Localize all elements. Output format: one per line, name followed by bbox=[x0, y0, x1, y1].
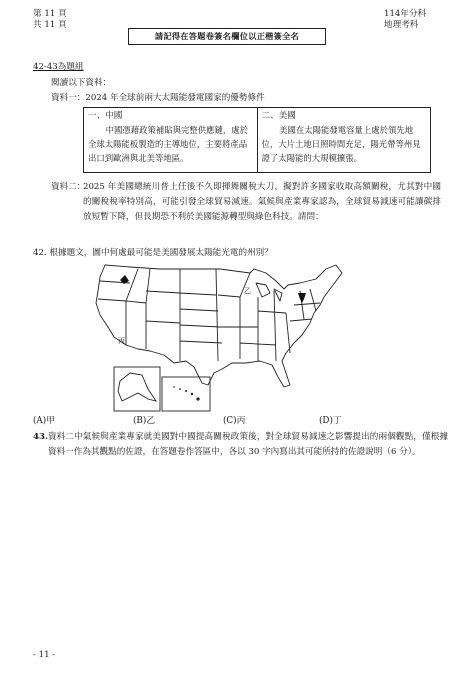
page-indicator: 第 11 頁 bbox=[33, 9, 67, 19]
china-title: 一、中國 bbox=[88, 111, 123, 121]
china-column bbox=[84, 108, 257, 172]
choice-d[interactable]: (D)丁 bbox=[319, 416, 342, 426]
alaska-inset bbox=[114, 367, 160, 411]
marker-yi: 乙 bbox=[244, 287, 251, 295]
material-2-label: 資料二： bbox=[51, 182, 86, 192]
question-42-stem: 42. 根據題文，圖中何處最可能是美國發展太陽能光電的州別？ bbox=[33, 248, 273, 258]
question-43-number: 43. bbox=[33, 432, 48, 442]
china-text: 中國憑藉政策補貼與完整供應鏈，處於全球太陽能板製造的主導地位，主要將產品出口到歐洲與北美等地區。 bbox=[88, 125, 248, 163]
marker-ding bbox=[298, 293, 306, 303]
question-43-text: 資料二中氣候與產業專家就美國對中國提高關稅政策後，對全球貿易減速之影響提出的兩個觀點，僅根據資料一作為其觀點的佐證，在答題卷作答區中，各以 30 字內寫出其可能所持的佐證說明（6 分）。 bbox=[48, 432, 448, 457]
usa-title: 二、美國 bbox=[261, 111, 296, 121]
signature-notice: 請記得在答題卷簽名欄位以正楷簽全名 bbox=[128, 28, 326, 45]
choice-b[interactable]: (B)乙 bbox=[133, 416, 156, 426]
footer-page-number: - 11 - bbox=[33, 650, 56, 660]
material-2-text: 2025 年美國總統川普上任後不久即揮舞關稅大刀，擬對許多國家收取高額關稅，尤其對中國的關稅稅率特別高，可能引發全球貿易減速。氣候與產業專家認為，全球貿易減速可能讓碳排放短暫下降，但長期恐不利於美國能源轉型與綠色科技。請問： bbox=[83, 182, 441, 222]
marker-bing: 丙 bbox=[118, 337, 125, 345]
question-42-choices bbox=[33, 414, 433, 429]
usa-text: 美國在太陽能發電容量上處於領先地位，大片土地日照時間充足，陽光帶等州見證了太陽能的大規模擴張。 bbox=[261, 125, 421, 163]
material-1-label: 資料一：2024 年全球前兩大太陽能發電國家的優勢條件 bbox=[51, 93, 265, 103]
exam-subject: 地理考科 bbox=[384, 20, 419, 30]
question-group-title: 42-43為題組 bbox=[33, 62, 84, 72]
page-header-left bbox=[33, 9, 93, 31]
choice-a[interactable]: (A)甲 bbox=[33, 416, 56, 426]
choice-c[interactable]: (C)丙 bbox=[223, 416, 246, 426]
exam-year: 114年分科 bbox=[384, 9, 427, 19]
usa-column bbox=[257, 108, 431, 172]
usa-states-map bbox=[90, 261, 360, 413]
material-1-table bbox=[83, 107, 431, 173]
reading-intro: 閱讀以下資料： bbox=[51, 78, 112, 88]
page-total: 共 11 頁 bbox=[33, 20, 67, 30]
hawaii-inset bbox=[162, 377, 210, 411]
page-header-right bbox=[384, 9, 454, 31]
